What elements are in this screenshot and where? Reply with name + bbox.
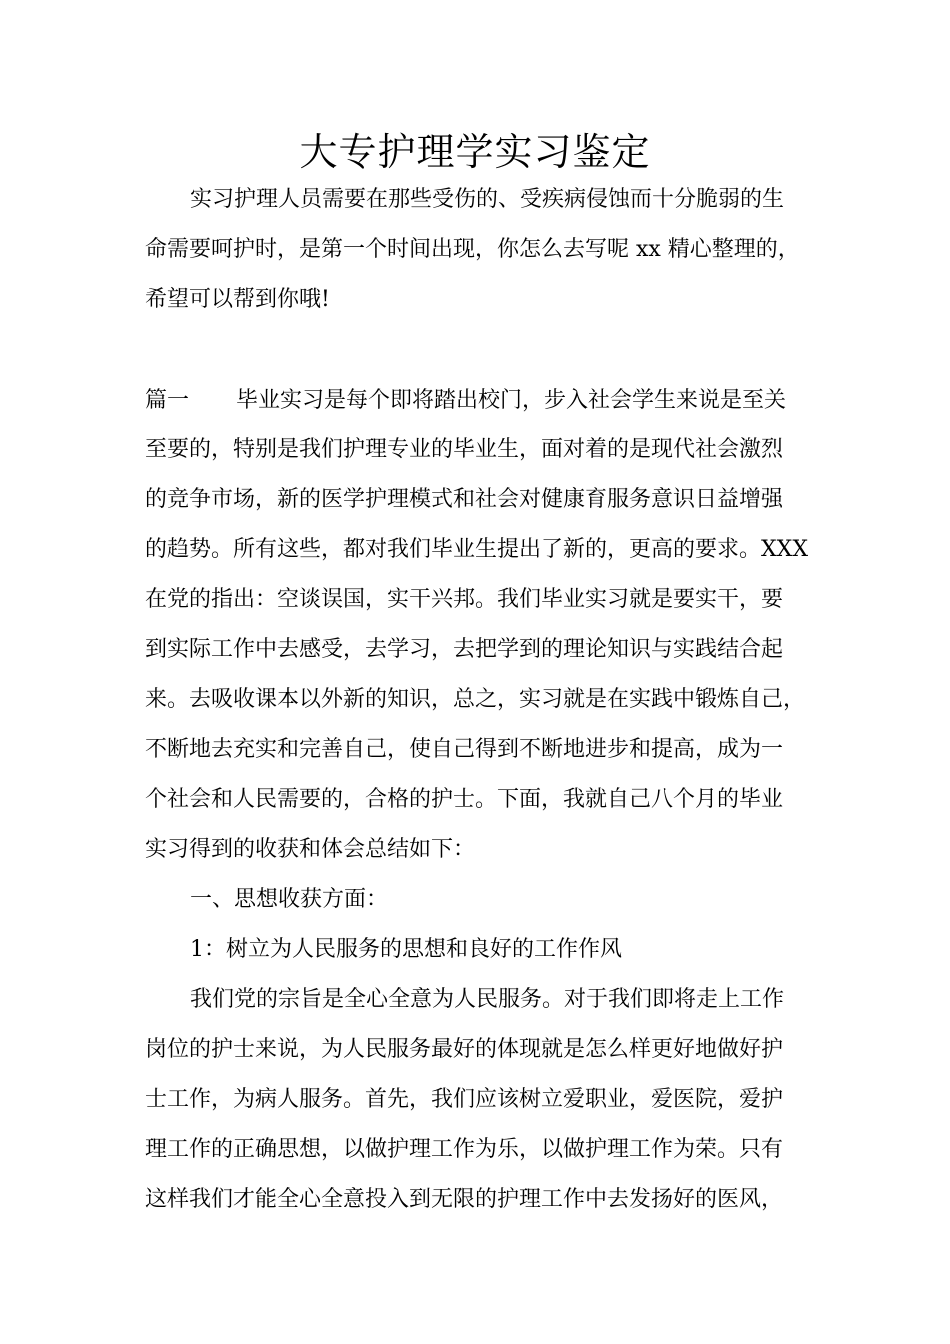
intro-line: 命需要呵护时，是第一个时间出现，你怎么去写呢 xx 精心整理的，: [145, 237, 800, 262]
document-title: 大专护理学实习鉴定: [299, 130, 651, 174]
body-line: 不断地去充实和完善自己，使自己得到不断地进步和提高，成为一: [145, 737, 784, 762]
body-line: 至要的，特别是我们护理专业的毕业生，面对着的是现代社会激烈: [145, 437, 784, 462]
intro-line: 希望可以帮到你哦!: [145, 287, 330, 312]
body-line: 在党的指出：空谈误国，实干兴邦。我们毕业实习就是要实干，要: [145, 587, 784, 612]
body-line: 岗位的护士来说，为人民服务最好的体现就是怎么样更好地做好护: [145, 1037, 784, 1062]
body-line: 士工作，为病人服务。首先，我们应该树立爱职业，爱医院，爱护: [145, 1087, 784, 1112]
body-line: 这样我们才能全心全意投入到无限的护理工作中去发扬好的医风，: [145, 1187, 784, 1212]
body-line: 理工作的正确思想，以做护理工作为乐，以做护理工作为荣。只有: [145, 1137, 784, 1162]
intro-line: 实习护理人员需要在那些受伤的、受疾病侵蚀而十分脆弱的生: [190, 187, 785, 212]
section-label: 篇一: [145, 388, 190, 413]
body-line: 的竞争市场，新的医学护理模式和社会对健康育服务意识日益增强: [145, 487, 784, 512]
section-heading: 一、思想收获方面：: [190, 887, 389, 912]
body-line: 的趋势。所有这些，都对我们毕业生提出了新的，更高的要求。XXX: [145, 537, 808, 562]
paragraph-first-line: 我们党的宗旨是全心全意为人民服务。对于我们即将走上工作: [190, 987, 785, 1012]
body-line: 实习得到的收获和体会总结如下：: [145, 837, 476, 862]
body-line: 到实际工作中去感受，去学习，去把学到的理论知识与实践结合起: [145, 637, 784, 662]
body-line: 来。去吸收课本以外新的知识，总之，实习就是在实践中锻炼自己，: [145, 687, 806, 712]
subsection-heading: 1：树立为人民服务的思想和良好的工作作风: [190, 937, 622, 962]
section-first-line: 毕业实习是每个即将踏出校门，步入社会学生来说是至关: [236, 388, 787, 413]
body-line: 个社会和人民需要的，合格的护士。下面，我就自己八个月的毕业: [145, 787, 784, 812]
